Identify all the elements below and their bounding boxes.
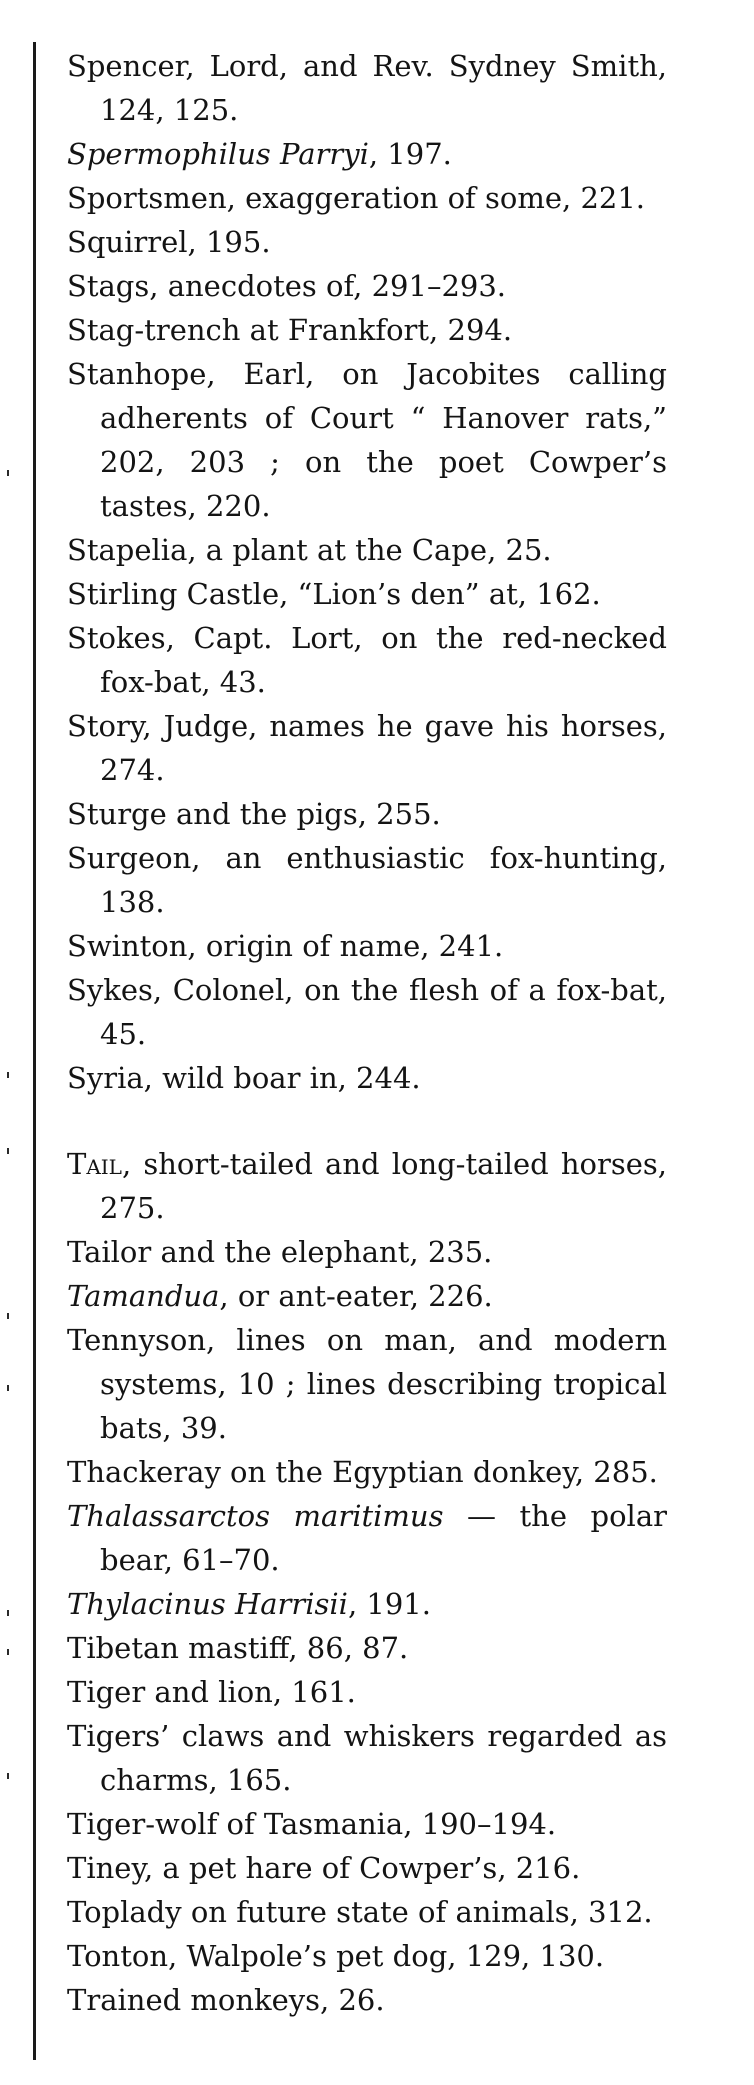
entry-text: Stokes, Capt. Lort, on the red-necked fox-bat, 43. xyxy=(67,621,667,699)
entry-text: Squirrel, 195. xyxy=(67,225,271,259)
margin-speck xyxy=(7,1148,9,1154)
entry-text: Syria, wild boar in, 244. xyxy=(67,1061,421,1095)
margin-speck xyxy=(7,1072,9,1078)
entry-text: Sturge and the pigs, 255. xyxy=(67,797,441,831)
margin-speck xyxy=(7,1313,9,1319)
index-entry xyxy=(67,1582,667,1626)
entry-text: Stags, anecdotes of, 291–293. xyxy=(67,269,507,303)
index-entry xyxy=(67,1494,667,1582)
entry-text: , 191. xyxy=(347,1587,431,1621)
index-entry xyxy=(67,792,667,836)
margin-speck xyxy=(7,1385,9,1391)
index-entry xyxy=(67,1450,667,1494)
entry-italic-text: Spermophilus Parryi xyxy=(67,137,369,171)
entry-italic-text: Thalassarctos maritimus xyxy=(67,1499,444,1533)
entry-text: Tiger and lion, 161. xyxy=(67,1675,356,1709)
entry-text: Stag-trench at Frankfort, 294. xyxy=(67,313,513,347)
entry-text: Tonton, Walpole’s pet dog, 129, 130. xyxy=(67,1939,605,1973)
index-entry xyxy=(67,1934,667,1978)
index-entry xyxy=(67,1626,667,1670)
index-entry xyxy=(67,572,667,616)
entry-text: Sykes, Colonel, on the flesh of a fox-bat, 45. xyxy=(67,973,667,1051)
entry-text: Spencer, Lord, and Rev. Sydney Smith, 124, 125. xyxy=(67,49,667,127)
entry-text: , 197. xyxy=(368,137,452,171)
entry-text: Sportsmen, exaggeration of some, 221. xyxy=(67,181,646,215)
index-entry xyxy=(67,220,667,264)
index-entry xyxy=(67,176,667,220)
index-entry xyxy=(67,1318,667,1450)
index-entry xyxy=(67,1230,667,1274)
index-entry xyxy=(67,44,667,132)
index-entry xyxy=(67,704,667,792)
entry-text: , or ant-eater, 226. xyxy=(219,1279,493,1313)
entry-text: Stanhope, Earl, on Jacobites calling adherents of Court “ Hanover rats,” 202, 203 ; on the poet Cowper’s tastes, 220. xyxy=(67,357,667,523)
entry-text: Swinton, origin of name, 241. xyxy=(67,929,504,963)
index-entry xyxy=(67,1714,667,1802)
index-entry xyxy=(67,264,667,308)
entry-text: Tibetan mastiff, 86, 87. xyxy=(67,1631,409,1665)
entry-italic-text: Thylacinus Harrisii xyxy=(67,1587,348,1621)
entry-text: Tennyson, lines on man, and modern systems, 10 ; lines describing tropical bats, 39. xyxy=(67,1323,667,1445)
entry-text: Trained monkeys, 26. xyxy=(67,1983,385,2017)
index-entry xyxy=(67,1802,667,1846)
index-entry xyxy=(67,352,667,528)
entry-text: Tiney, a pet hare of Cowper’s, 216. xyxy=(67,1851,581,1885)
index-entry xyxy=(67,1274,667,1318)
entry-text: , short-tailed and long-tailed horses, 275. xyxy=(100,1147,667,1225)
entry-italic-text: Tamandua xyxy=(67,1279,220,1313)
index-entry xyxy=(67,836,667,924)
entry-text: Surgeon, an enthusiastic fox-hunting, 138. xyxy=(67,841,667,919)
entry-text: Tigers’ claws and whiskers regarded as charms, 165. xyxy=(67,1719,667,1797)
entry-text: Thackeray on the Egyptian donkey, 285. xyxy=(67,1455,658,1489)
index-list xyxy=(67,44,667,2022)
entry-text: Stirling Castle, “Lion’s den” at, 162. xyxy=(67,577,601,611)
index-entry xyxy=(67,1142,667,1230)
index-entry xyxy=(67,616,667,704)
entry-text: Tiger-wolf of Tasmania, 190–194. xyxy=(67,1807,557,1841)
entry-text: — the polar bear, 61–70. xyxy=(100,1499,667,1577)
index-entry xyxy=(67,1846,667,1890)
entry-text: Stapelia, a plant at the Cape, 25. xyxy=(67,533,552,567)
entry-text: Toplady on future state of animals, 312. xyxy=(67,1895,653,1929)
margin-speck xyxy=(7,470,9,476)
index-entry xyxy=(67,924,667,968)
index-entry xyxy=(67,1978,667,2022)
index-entry xyxy=(67,528,667,572)
margin-speck xyxy=(7,1773,9,1779)
index-entry xyxy=(67,132,667,176)
margin-speck xyxy=(7,1610,9,1616)
index-entry xyxy=(67,308,667,352)
margin-rule xyxy=(33,42,36,2060)
index-entry xyxy=(67,968,667,1056)
entry-text: Tailor and the elephant, 235. xyxy=(67,1235,493,1269)
entry-smallcaps-text: Tail xyxy=(67,1147,122,1181)
index-entry xyxy=(67,1890,667,1934)
margin-speck xyxy=(7,1649,9,1655)
index-entry xyxy=(67,1670,667,1714)
entry-text: Story, Judge, names he gave his horses, 274. xyxy=(67,709,667,787)
index-entry xyxy=(67,1056,667,1100)
